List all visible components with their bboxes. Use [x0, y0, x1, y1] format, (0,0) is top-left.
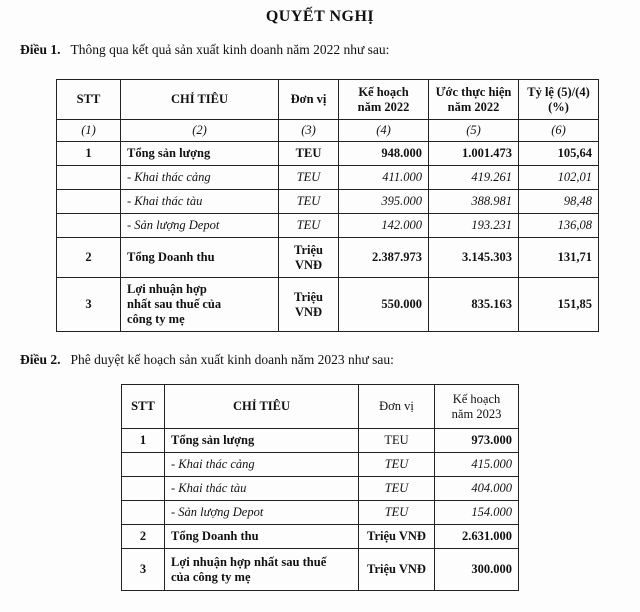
- table-cell: - Sản lượng Depot: [165, 501, 359, 525]
- table-cell: Tổng sản lượng: [121, 142, 279, 166]
- table-cell: Tổng sản lượng: [165, 429, 359, 453]
- table-cell: Lợi nhuận hợp nhất sau thuế của công ty mẹ: [165, 549, 359, 591]
- table-cell: 2.631.000: [435, 525, 519, 549]
- header-ty-le: Tỷ lệ (5)/(4) (%): [519, 80, 599, 120]
- header-stt: STT: [122, 385, 165, 429]
- table-cell: (5): [429, 120, 519, 142]
- table-cell: - Sản lượng Depot: [121, 214, 279, 238]
- table-cell: (3): [279, 120, 339, 142]
- table-cell: Lợi nhuận hợp nhất sau thuế của công ty mẹ: [121, 278, 279, 332]
- header-stt: STT: [57, 80, 121, 120]
- table-cell: 105,64: [519, 142, 599, 166]
- article-2-text: Phê duyệt kế hoạch sản xuất kinh doanh năm 2023 như sau:: [70, 352, 394, 367]
- header-ke-hoach: Kế hoạch năm 2023: [435, 385, 519, 429]
- table-cell: - Khai thác tàu: [121, 190, 279, 214]
- table-cell: TEU: [359, 429, 435, 453]
- header-chi-tieu: CHỈ TIÊU: [121, 80, 279, 120]
- table-cell: 411.000: [339, 166, 429, 190]
- table-cell: Triệu VNĐ: [359, 525, 435, 549]
- table-cell: [57, 166, 121, 190]
- table-cell: 835.163: [429, 278, 519, 332]
- table-cell: 973.000: [435, 429, 519, 453]
- results-2022-table: [56, 79, 599, 332]
- table-cell: [122, 501, 165, 525]
- numbering-row: [57, 120, 599, 142]
- table-cell: TEU: [359, 453, 435, 477]
- table-cell: 3: [122, 549, 165, 591]
- table-cell: 404.000: [435, 477, 519, 501]
- table-row: [57, 166, 599, 190]
- table-cell: [57, 214, 121, 238]
- table-row: [122, 429, 519, 453]
- table-row: [122, 501, 519, 525]
- page-title: QUYẾT NGHỊ: [265, 8, 375, 25]
- table-header-row: [57, 80, 599, 120]
- table-cell: [57, 190, 121, 214]
- table-cell: TEU: [359, 477, 435, 501]
- header-chi-tieu: CHỈ TIÊU: [165, 385, 359, 429]
- table-cell: 3: [57, 278, 121, 332]
- table-cell: Triệu VNĐ: [359, 549, 435, 591]
- table-cell: Tổng Doanh thu: [121, 238, 279, 278]
- table-cell: 550.000: [339, 278, 429, 332]
- table-row: [122, 453, 519, 477]
- table-cell: 102,01: [519, 166, 599, 190]
- table-cell: 151,85: [519, 278, 599, 332]
- table-cell: TEU: [279, 214, 339, 238]
- table-row: [57, 190, 599, 214]
- table-cell: 1: [57, 142, 121, 166]
- table-cell: [122, 453, 165, 477]
- article-1-text: Thông qua kết quả sản xuất kinh doanh năm 2022 như sau:: [70, 42, 390, 57]
- table-cell: Triệu VNĐ: [279, 238, 339, 278]
- table-cell: Tổng Doanh thu: [165, 525, 359, 549]
- header-ke-hoach: Kế hoạch năm 2022: [339, 80, 429, 120]
- table-cell: [122, 477, 165, 501]
- table-cell: (2): [121, 120, 279, 142]
- header-don-vi: Đơn vị: [279, 80, 339, 120]
- table-cell: - Khai thác cảng: [121, 166, 279, 190]
- table-cell: TEU: [279, 142, 339, 166]
- table-row: [122, 525, 519, 549]
- table-row: [122, 549, 519, 591]
- plan-2023-table: [121, 384, 519, 591]
- table-cell: 98,48: [519, 190, 599, 214]
- table-cell: TEU: [279, 166, 339, 190]
- table-cell: 131,71: [519, 238, 599, 278]
- header-don-vi: Đơn vị: [359, 385, 435, 429]
- article-2-heading: [20, 352, 394, 368]
- table-cell: (1): [57, 120, 121, 142]
- table-row: [57, 278, 599, 332]
- table-cell: 142.000: [339, 214, 429, 238]
- article-2-label: Điều 2.: [20, 352, 61, 367]
- table-cell: 388.981: [429, 190, 519, 214]
- table-cell: - Khai thác tàu: [165, 477, 359, 501]
- table-cell: 300.000: [435, 549, 519, 591]
- table-cell: 2: [57, 238, 121, 278]
- table-cell: TEU: [279, 190, 339, 214]
- table-cell: 1.001.473: [429, 142, 519, 166]
- table-row: [57, 142, 599, 166]
- article-1-label: Điều 1.: [20, 42, 61, 57]
- table-cell: 3.145.303: [429, 238, 519, 278]
- table-cell: Triệu VNĐ: [279, 278, 339, 332]
- table-cell: 136,08: [519, 214, 599, 238]
- table-row: [57, 238, 599, 278]
- table-cell: 948.000: [339, 142, 429, 166]
- table-cell: TEU: [359, 501, 435, 525]
- table-row: [122, 477, 519, 501]
- table-cell: 1: [122, 429, 165, 453]
- table-cell: 419.261: [429, 166, 519, 190]
- table-cell: 193.231: [429, 214, 519, 238]
- table-row: [57, 214, 599, 238]
- table-cell: (6): [519, 120, 599, 142]
- article-1-heading: [20, 42, 389, 58]
- table-cell: (4): [339, 120, 429, 142]
- table-cell: 2: [122, 525, 165, 549]
- table-cell: - Khai thác cảng: [165, 453, 359, 477]
- table-cell: 154.000: [435, 501, 519, 525]
- table-header-row: [122, 385, 519, 429]
- table-cell: 415.000: [435, 453, 519, 477]
- header-uoc-thuc-hien: Ước thực hiện năm 2022: [429, 80, 519, 120]
- table-cell: 2.387.973: [339, 238, 429, 278]
- table-cell: 395.000: [339, 190, 429, 214]
